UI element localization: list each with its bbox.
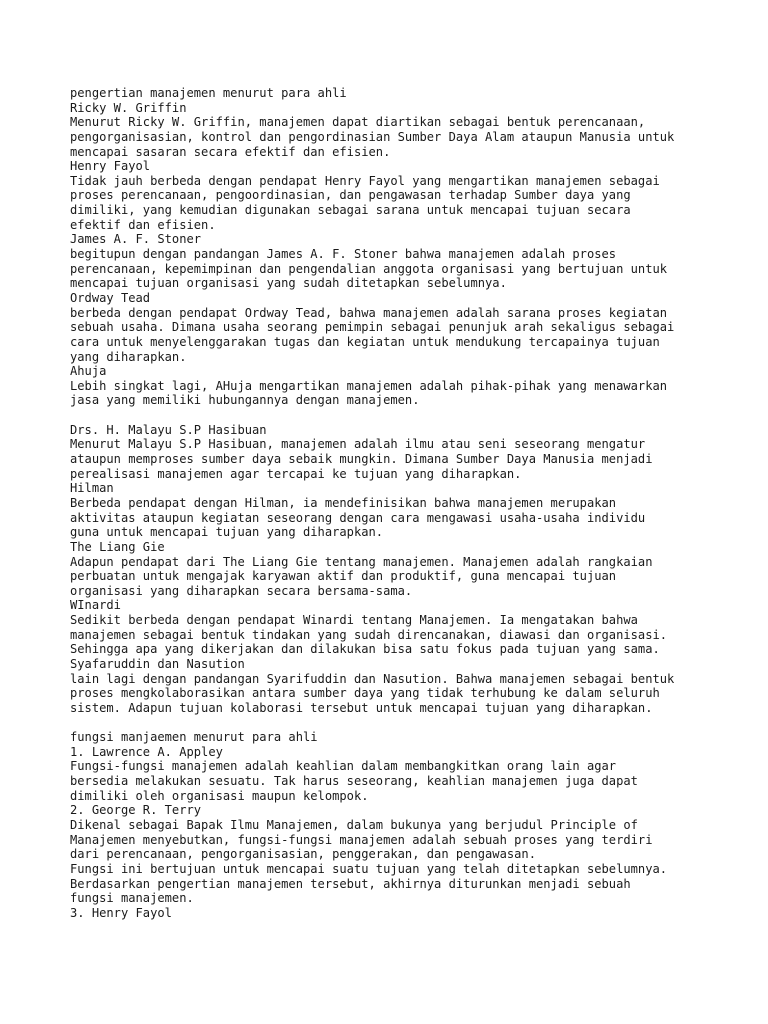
text-line: Syafaruddin dan Nasution	[70, 656, 245, 671]
text-line: organisasi yang diharapkan secara bersama-sama.	[70, 583, 413, 598]
text-line: Fungsi-fungsi manajemen adalah keahlian dalam membangkitkan orang lain agar	[70, 759, 617, 774]
text-line: Manajemen menyebutkan, fungsi-fungsi manajemen adalah sebuah proses yang terdiri	[70, 832, 653, 847]
text-line: 1. Lawrence A. Appley	[70, 744, 223, 759]
text-line-block	[70, 232, 730, 247]
text-line: Lebih singkat lagi, AHuja mengartikan manajemen adalah pihak-pihak yang menawarkan	[70, 378, 668, 393]
text-line: fungsi manjaemen menurut para ahli	[70, 730, 318, 745]
text-line: Berbeda pendapat dengan Hilman, ia mendefinisikan bahwa manajemen merupakan	[70, 495, 617, 510]
text-line: perencanaan, kepemimpinan dan pengendalian anggota organisasi yang bertujuan untuk	[70, 261, 668, 276]
text-line: Sedikit berbeda dengan pendapat Winardi tentang Manajemen. Ia mengatakan bahwa	[70, 613, 638, 628]
text-line: Fungsi ini bertujuan untuk mencapai suatu tujuan yang telah ditetapkan sebelumnya.	[70, 861, 668, 876]
text-line: Sehingga apa yang dikerjakan dan dilakukan bisa satu fokus pada tujuan yang sama.	[70, 642, 660, 657]
text-line: The Liang Gie	[70, 539, 165, 554]
text-line: Ricky W. Griffin	[70, 100, 187, 115]
section-spacer	[70, 716, 730, 731]
paragraph	[70, 379, 730, 408]
text-line-block	[70, 657, 730, 672]
document-section	[70, 86, 730, 408]
text-line: proses mengkolaborasikan antara sumber daya yang tidak terhubung ke dalam seluruh	[70, 686, 660, 701]
text-line-block	[70, 730, 730, 745]
document-page	[70, 86, 730, 921]
section-spacer	[70, 408, 730, 423]
text-line-block	[70, 364, 730, 379]
text-line-block	[70, 745, 730, 760]
text-line: mencapai sasaran secara efektif dan efisien.	[70, 144, 391, 159]
text-line: efektif dan efisien.	[70, 217, 216, 232]
document-section	[70, 423, 730, 716]
text-line-block	[70, 159, 730, 174]
paragraph	[70, 306, 730, 365]
text-line: ataupun memproses sumber daya sebaik mungkin. Dimana Sumber Daya Manusia menjadi	[70, 452, 653, 467]
text-line: sebuah usaha. Dimana usaha seorang pemimpin sebagai penunjuk arah sekaligus sebagai	[70, 320, 675, 335]
text-line-block	[70, 423, 730, 438]
text-line: Ahuja	[70, 364, 107, 379]
text-line: sistem. Adapun tujuan kolaborasi tersebut untuk mencapai tujuan yang diharapkan.	[70, 700, 653, 715]
text-line-block	[70, 803, 730, 818]
paragraph	[70, 174, 730, 233]
text-line: 2. George R. Terry	[70, 803, 202, 818]
text-line: dari perencanaan, pengorganisasian, penggerakan, dan pengawasan.	[70, 847, 536, 862]
text-line: yang diharapkan.	[70, 349, 187, 364]
document-section	[70, 730, 730, 920]
text-line: Adapun pendapat dari The Liang Gie tentang manajemen. Manajemen adalah rangkaian	[70, 554, 653, 569]
text-line: manajemen sebagai bentuk tindakan yang sudah direncanakan, diawasi dan organisasi.	[70, 627, 668, 642]
text-line: Dikenal sebagai Bapak Ilmu Manajemen, dalam bukunya yang berjudul Principle of	[70, 818, 638, 833]
text-line: Henry Fayol	[70, 159, 151, 174]
paragraph	[70, 759, 730, 803]
text-line: WInardi	[70, 598, 121, 613]
text-line: Menurut Ricky W. Griffin, manajemen dapat diartikan sebagai bentuk perencanaan,	[70, 115, 646, 130]
text-line: Hilman	[70, 481, 114, 496]
text-line: proses perencanaan, pengoordinasian, dan pengawasan terhadap Sumber daya yang	[70, 188, 631, 203]
text-line: perbuatan untuk mengajak karyawan aktif dan produktif, guna mencapai tujuan	[70, 569, 617, 584]
text-line-block	[70, 598, 730, 613]
text-line: Menurut Malayu S.P Hasibuan, manajemen adalah ilmu atau seni seseorang mengatur	[70, 437, 646, 452]
text-line-block	[70, 291, 730, 306]
text-line: begitupun dengan pandangan James A. F. Stoner bahwa manajemen adalah proses	[70, 247, 617, 262]
text-line: bersedia melakukan sesuatu. Tak harus seseorang, keahlian manajemen juga dapat	[70, 774, 638, 789]
text-line: perealisasi manajemen agar tercapai ke tujuan yang diharapkan.	[70, 466, 522, 481]
text-line: James A. F. Stoner	[70, 232, 202, 247]
text-line: guna untuk mencapai tujuan yang diharapkan.	[70, 525, 384, 540]
text-line-block	[70, 86, 730, 101]
paragraph	[70, 555, 730, 599]
text-line: lain lagi dengan pandangan Syarifuddin dan Nasution. Bahwa manajemen sebagai bentuk	[70, 671, 675, 686]
text-line-block	[70, 540, 730, 555]
text-line: aktivitas ataupun kegiatan seseorang dengan cara mengawasi usaha-usaha individu	[70, 510, 646, 525]
text-line: berbeda dengan pendapat Ordway Tead, bahwa manajemen adalah sarana proses kegiatan	[70, 305, 668, 320]
paragraph	[70, 862, 730, 906]
text-line: dimiliki, yang kemudian digunakan sebagai sarana untuk mencapai tujuan secara	[70, 203, 631, 218]
paragraph	[70, 247, 730, 291]
text-line: cara untuk menyelenggarakan tugas dan kegiatan untuk mendukung tercapainya tujuan	[70, 334, 660, 349]
text-line: dimiliki oleh organisasi maupun kelompok.	[70, 788, 369, 803]
paragraph	[70, 818, 730, 862]
text-line: Berdasarkan pengertian manajemen tersebut, akhirnya diturunkan menjadi sebuah	[70, 876, 631, 891]
text-line: jasa yang memiliki hubungannya dengan manajemen.	[70, 393, 420, 408]
text-line: 3. Henry Fayol	[70, 905, 172, 920]
text-line: mencapai tujuan organisasi yang sudah ditetapkan sebelumnya.	[70, 276, 507, 291]
paragraph	[70, 613, 730, 657]
text-line-block	[70, 906, 730, 921]
text-line: pengorganisasian, kontrol dan pengordinasian Sumber Daya Alam ataupun Manusia untuk	[70, 129, 675, 144]
text-line: Drs. H. Malayu S.P Hasibuan	[70, 422, 267, 437]
text-line-block	[70, 481, 730, 496]
paragraph	[70, 437, 730, 481]
paragraph	[70, 672, 730, 716]
text-line-block	[70, 101, 730, 116]
paragraph	[70, 496, 730, 540]
text-line: pengertian manajemen menurut para ahli	[70, 86, 347, 100]
text-line: Tidak jauh berbeda dengan pendapat Henry Fayol yang mengartikan manajemen sebagai	[70, 173, 660, 188]
text-line: fungsi manajemen.	[70, 891, 194, 906]
text-line: Ordway Tead	[70, 290, 151, 305]
paragraph	[70, 115, 730, 159]
